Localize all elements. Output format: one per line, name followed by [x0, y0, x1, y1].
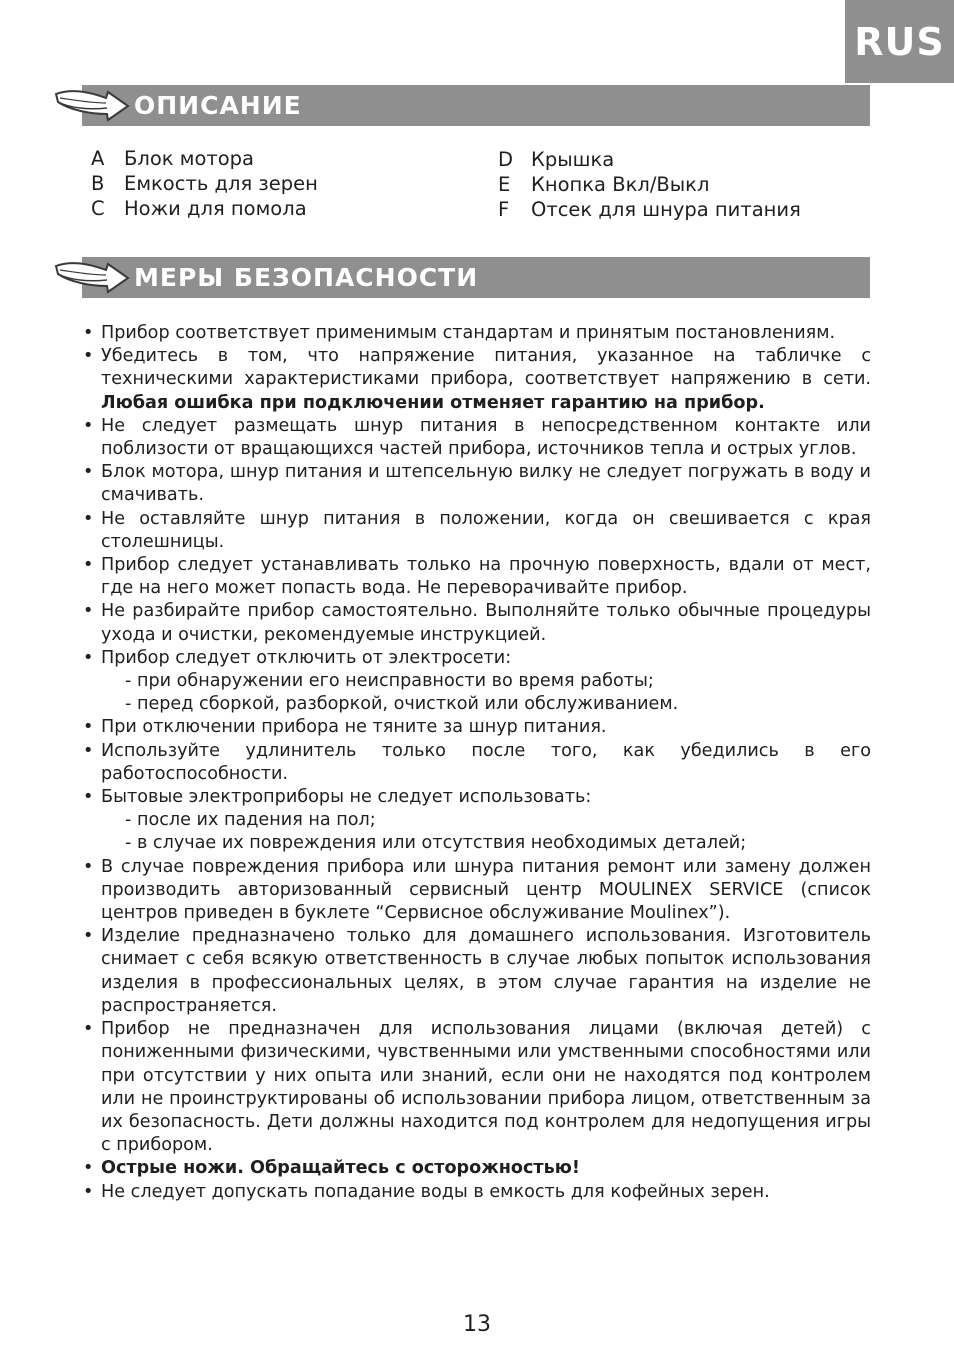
list-item: • Убедитесь в том, что напряжение питания, указанное на табличке с техническими характеристиками прибора, соответствует напряжению в сети. Любая ошибка при подключении отменяет гарантию на прибор.	[83, 346, 871, 413]
description-item: E Кнопка Вкл/Выкл	[498, 173, 710, 196]
list-item: • Прибор следует устанавливать только на прочную поверхность, вдали от мест, где на него может попасть вода. Не переворачивайте прибор.	[83, 555, 871, 599]
list-item: • Блок мотора, шнур питания и штепсельную вилку не следует погружать в воду и смачивать.	[83, 462, 871, 506]
list-item: • Не следует допускать попадание воды в емкость для кофейных зерен.	[83, 1181, 770, 1202]
list-item: • Прибор не предназначен для использования лицами (включая детей) с пониженными физическими, чувственными или умственными способностями или при отсутствии у них опыта или знаний, если они не находятся под контролем или не проинструктированы об использовании прибора лицом, ответственным за их безопасность. Дети должны находится под контролем для недопущения игры с прибором.	[83, 1019, 871, 1156]
arrow-icon	[52, 84, 132, 128]
sub-item: - после их падения на пол;	[125, 810, 376, 831]
arrow-icon	[52, 256, 132, 300]
list-item: • Прибор следует отключить от электросети: - при обнаружении его неисправности во время работы; - перед сборкой, разборкой, очисткой или обслуживанием.	[83, 647, 871, 717]
sub-item: - перед сборкой, разборкой, очисткой или обслуживанием.	[125, 694, 679, 715]
sub-item: - в случае их повреждения или отсутствия необходимых деталей;	[125, 833, 747, 854]
list-item: • Острые ножи. Обращайтесь с осторожностью!	[83, 1158, 580, 1179]
list-item: • Не следует размещать шнур питания в непосредственном контакте или поблизости от вращающихся частей прибора, источников тепла и острых углов.	[83, 415, 871, 460]
language-tab: RUS	[845, 0, 954, 83]
list-item: • При отключении прибора не тяните за шнур питания.	[83, 717, 607, 738]
list-item: • Используйте удлинитель только после того, как убедились в его работоспособности.	[83, 740, 871, 784]
page-number: 13	[463, 1312, 491, 1337]
sub-item: - при обнаружении его неисправности во время работы;	[125, 671, 654, 692]
description-item: B Емкость для зерен	[91, 172, 318, 195]
description-item: C Ножи для помола	[91, 197, 307, 220]
description-item: F Отсек для шнура питания	[498, 198, 801, 221]
list-item: • Бытовые электроприборы не следует использовать: - после их падения на пол; - в случае их повреждения или отсутствия необходимых деталей;	[83, 786, 871, 856]
section-header-description	[82, 85, 870, 126]
description-item: D Крышка	[498, 148, 615, 171]
list-item: • Прибор соответствует применимым стандартам и принятым постановлениям.	[83, 323, 836, 343]
list-item: • Не оставляйте шнур питания в положении, когда он свешивается с края столешницы.	[83, 508, 871, 552]
section-title: ОПИСАНИЕ	[134, 91, 302, 120]
list-item: • Не разбирайте прибор самостоятельно. Выполняйте только обычные процедуры ухода и очистки, рекомендуемые инструкцией.	[83, 601, 871, 645]
description-left-column	[91, 146, 318, 221]
section-title: МЕРЫ БЕЗОПАСНОСТИ	[134, 263, 479, 292]
description-right-column	[498, 147, 801, 222]
section-header-safety	[82, 257, 870, 298]
list-item: • Изделие предназначено только для домашнего использования. Изготовитель снимает с себя всякую ответственность в случае любых попыток использования изделия в профессиональных целях, в этом случае гарантия на изделие не распространяется.	[83, 926, 871, 1016]
list-item: • В случае повреждения прибора или шнура питания ремонт или замену должен производить авторизованный сервисный центр MOULINEX SERVICE (список центров приведен в буклете “Сервисное обслуживание Moulinex”).	[83, 856, 871, 924]
safety-list	[83, 322, 871, 1204]
description-item: A Блок мотора	[91, 147, 255, 170]
